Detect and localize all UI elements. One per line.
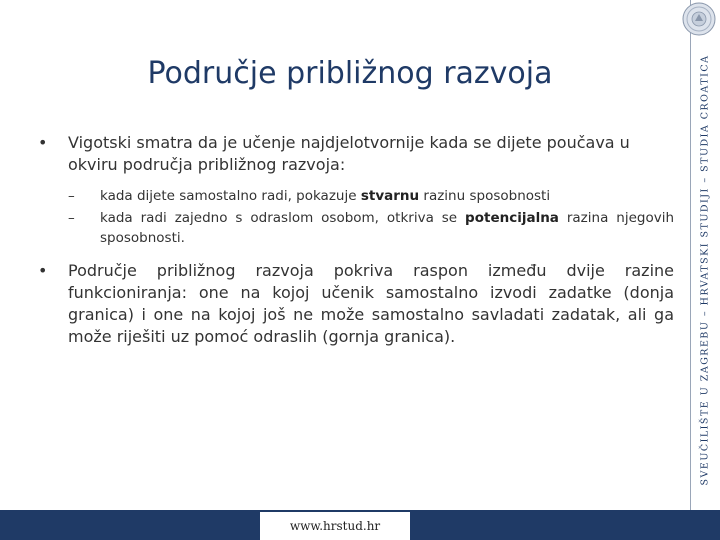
- sub-bullet-text: kada radi zajedno s odraslom osobom, otkriva se: [100, 210, 466, 226]
- sub-bullet-text: kada dijete samostalno radi, pokazuje: [100, 188, 361, 204]
- sub-bullet-item: [38, 186, 674, 206]
- sub-bullet-text: razina njegovih sposobnosti.: [100, 210, 675, 246]
- footer-url[interactable]: www.hrstud.hr: [260, 512, 410, 540]
- bullet-symbol: •: [38, 261, 48, 280]
- sub-bullet-text: razinu sposobnosti: [419, 188, 551, 204]
- slide-title: Područje približnog razvoja: [147, 56, 553, 91]
- bullet-text: Vigotski smatra da je učenje najdjelotvornije kada se dijete poučava u okviru područja približnog razvoja:: [68, 133, 630, 174]
- sub-bullet-bold: stvarnu: [360, 188, 420, 204]
- sub-bullet-bold: potencijalna: [465, 210, 559, 226]
- bullet-symbol: •: [38, 133, 48, 152]
- bullet-item: [38, 132, 674, 176]
- dash-symbol: –: [68, 188, 75, 204]
- sub-bullet-item: [38, 208, 674, 248]
- university-seal-icon: [682, 2, 716, 36]
- bullet-item: [38, 260, 674, 348]
- bullet-text: Područje približnog razvoja pokriva raspon između dvije razine funkcioniranja: one na kojoj učenik samostalno izvodi zadatke (donja granica) i one na kojoj još ne može samostalno savladati zadatak, ali ga može riješiti uz pomoć odraslih (gornja granica).: [68, 261, 674, 346]
- slide-content: [38, 132, 674, 348]
- side-band-text: SVEUČILIŠTE U ZAGREBU – HRVATSKI STUDIJI – STUDIA CROATICA: [699, 54, 711, 486]
- sub-bullet-list: [38, 186, 674, 248]
- dash-symbol: –: [68, 210, 75, 226]
